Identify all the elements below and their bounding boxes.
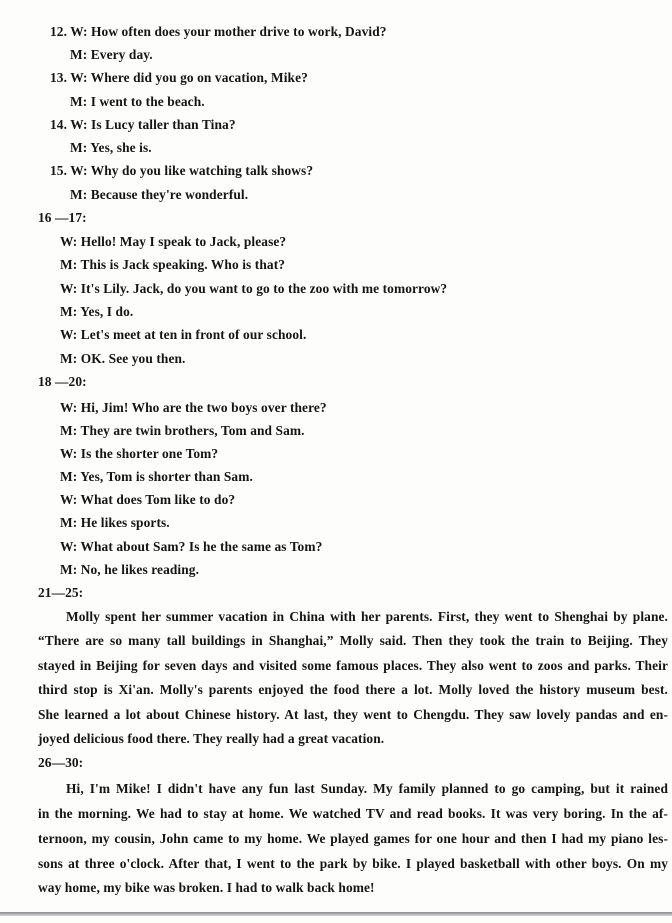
- question-13: 13. W: Where did you go on vacation, Mike?: [50, 70, 308, 85]
- paragraph-line: Hi, I'm Mike! I didn't have any fun last Sunday. My family planned to go camping, but it rained: [66, 781, 668, 796]
- section-title-16-17: 16 —17:: [38, 210, 87, 225]
- paragraph-line: in the morning. We had to stay at home. We watched TV and read books. It was very boring. In the af-: [38, 806, 668, 821]
- paragraph-line: way home, my bike was broken. I had to walk back home!: [38, 880, 375, 895]
- section-title-18-20: 18 —20:: [38, 374, 87, 389]
- answer-13: M: I went to the beach.: [70, 94, 205, 109]
- dialogue-line: W: What about Sam? Is he the same as Tom?: [60, 539, 323, 554]
- dialogue-line: W: Hello! May I speak to Jack, please?: [60, 234, 287, 249]
- dialogue-line: M: This is Jack speaking. Who is that?: [60, 257, 286, 272]
- dialogue-line: M: Yes, I do.: [60, 304, 134, 319]
- paragraph-line: ternoon, my cousin, John came to my home. We played games for one hour and then I had my piano les-: [38, 831, 668, 846]
- paragraph-line: She learned a lot about Chinese history. At last, they went to Chengdu. They saw lovely pandas and en-: [38, 707, 668, 722]
- page-edge-divider: [0, 912, 672, 916]
- dialogue-line: M: He likes sports.: [60, 515, 170, 530]
- section-title-26-30: 26—30:: [38, 755, 84, 770]
- paragraph-line: stayed in Beijing for seven days and visited some famous places. They also went to zoos and parks. Their: [38, 658, 668, 673]
- paragraph-line: “There are so many tall buildings in Shanghai,” Molly said. Then they took the train to Beijing. They: [38, 633, 668, 648]
- dialogue-line: M: OK. See you then.: [60, 351, 186, 366]
- dialogue-line: W: Let's meet at ten in front of our school.: [60, 327, 307, 342]
- dialogue-line: W: Is the shorter one Tom?: [60, 446, 219, 461]
- dialogue-line: W: It's Lily. Jack, do you want to go to the zoo with me tomorrow?: [60, 281, 448, 296]
- paragraph-line: joyed delicious food there. They really had a great vacation.: [38, 731, 385, 746]
- paragraph-line: third stop is Xi'an. Molly's parents enjoyed the food there a lot. Molly loved the history museum best.: [38, 682, 668, 697]
- paragraph-line: Molly spent her summer vacation in China with her parents. First, they went to Shenghai by plane.: [66, 609, 668, 624]
- question-14: 14. W: Is Lucy taller than Tina?: [50, 117, 236, 132]
- question-15: 15. W: Why do you like watching talk shows?: [50, 163, 314, 178]
- section-title-21-25: 21—25:: [38, 585, 84, 600]
- dialogue-line: W: Hi, Jim! Who are the two boys over there?: [60, 400, 327, 415]
- answer-12: M: Every day.: [70, 47, 153, 62]
- dialogue-line: M: They are twin brothers, Tom and Sam.: [60, 423, 305, 438]
- paragraph-line: sons at three o'clock. After that, I went to the park by bike. I played basketball with other boys. On my: [38, 856, 668, 871]
- dialogue-line: W: What does Tom like to do?: [60, 492, 236, 507]
- dialogue-line: M: Yes, Tom is shorter than Sam.: [60, 469, 253, 484]
- answer-14: M: Yes, she is.: [70, 140, 152, 155]
- answer-15: M: Because they're wonderful.: [70, 187, 249, 202]
- dialogue-line: M: No, he likes reading.: [60, 562, 200, 577]
- question-12: 12. W: How often does your mother drive to work, David?: [50, 24, 387, 39]
